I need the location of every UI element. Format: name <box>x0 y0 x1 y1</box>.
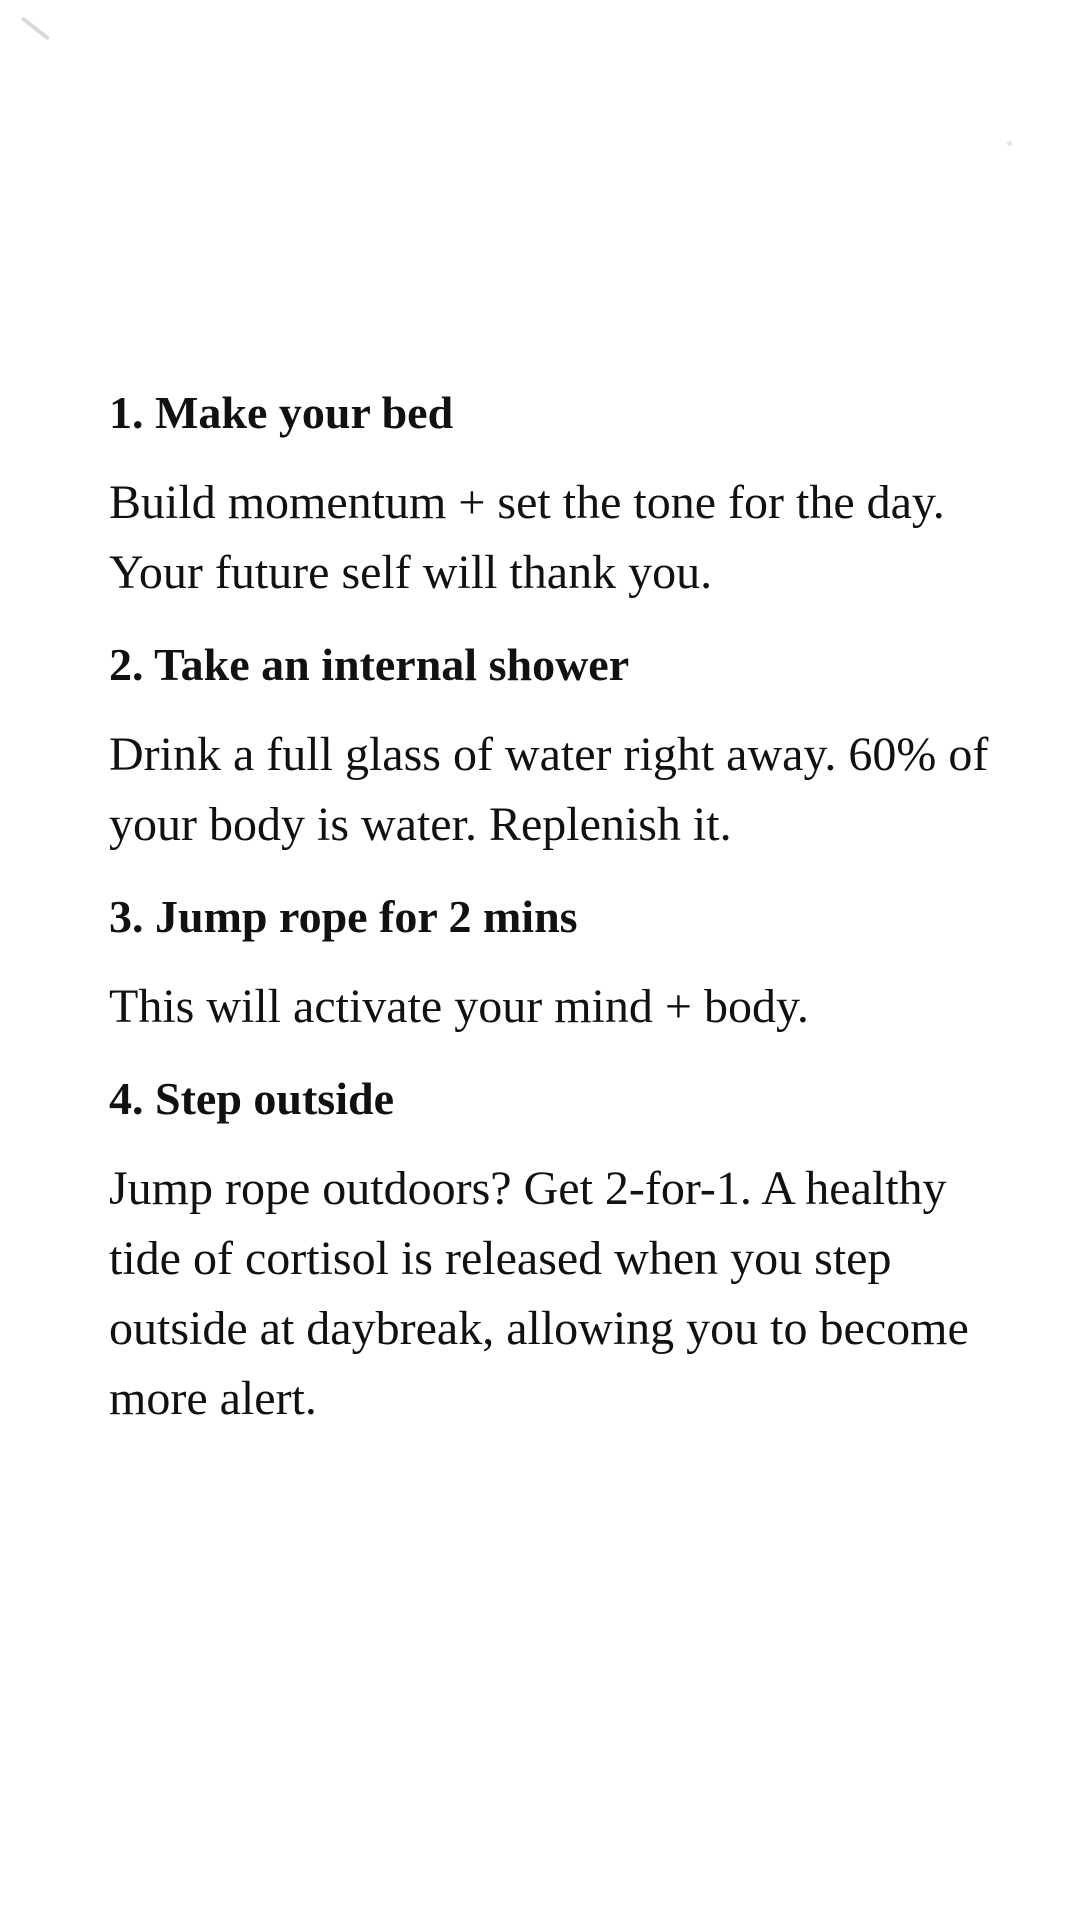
step-title: 1. Make your bed <box>109 387 454 438</box>
step-title: 2. Take an internal shower <box>109 639 630 690</box>
speck <box>1007 141 1012 146</box>
step-body: Build momentum + set the tone for the day. Your future self will thank you. <box>109 476 945 599</box>
step-body: Jump rope outdoors? Get 2-for-1. A healthy tide of cortisol is released when you step outside at daybreak, allowing you to become more alert. <box>109 1162 969 1425</box>
step-title: 4. Step outside <box>109 1073 394 1124</box>
step-1 <box>109 382 989 608</box>
step-4 <box>109 1068 989 1434</box>
corner-mark <box>21 16 50 40</box>
step-body: This will activate your mind + body. <box>109 980 809 1033</box>
steps-list <box>109 382 989 1460</box>
step-2 <box>109 634 989 860</box>
step-title: 3. Jump rope for 2 mins <box>109 891 578 942</box>
step-3 <box>109 886 989 1042</box>
step-body: Drink a full glass of water right away. 60% of your body is water. Replenish it. <box>109 728 989 851</box>
